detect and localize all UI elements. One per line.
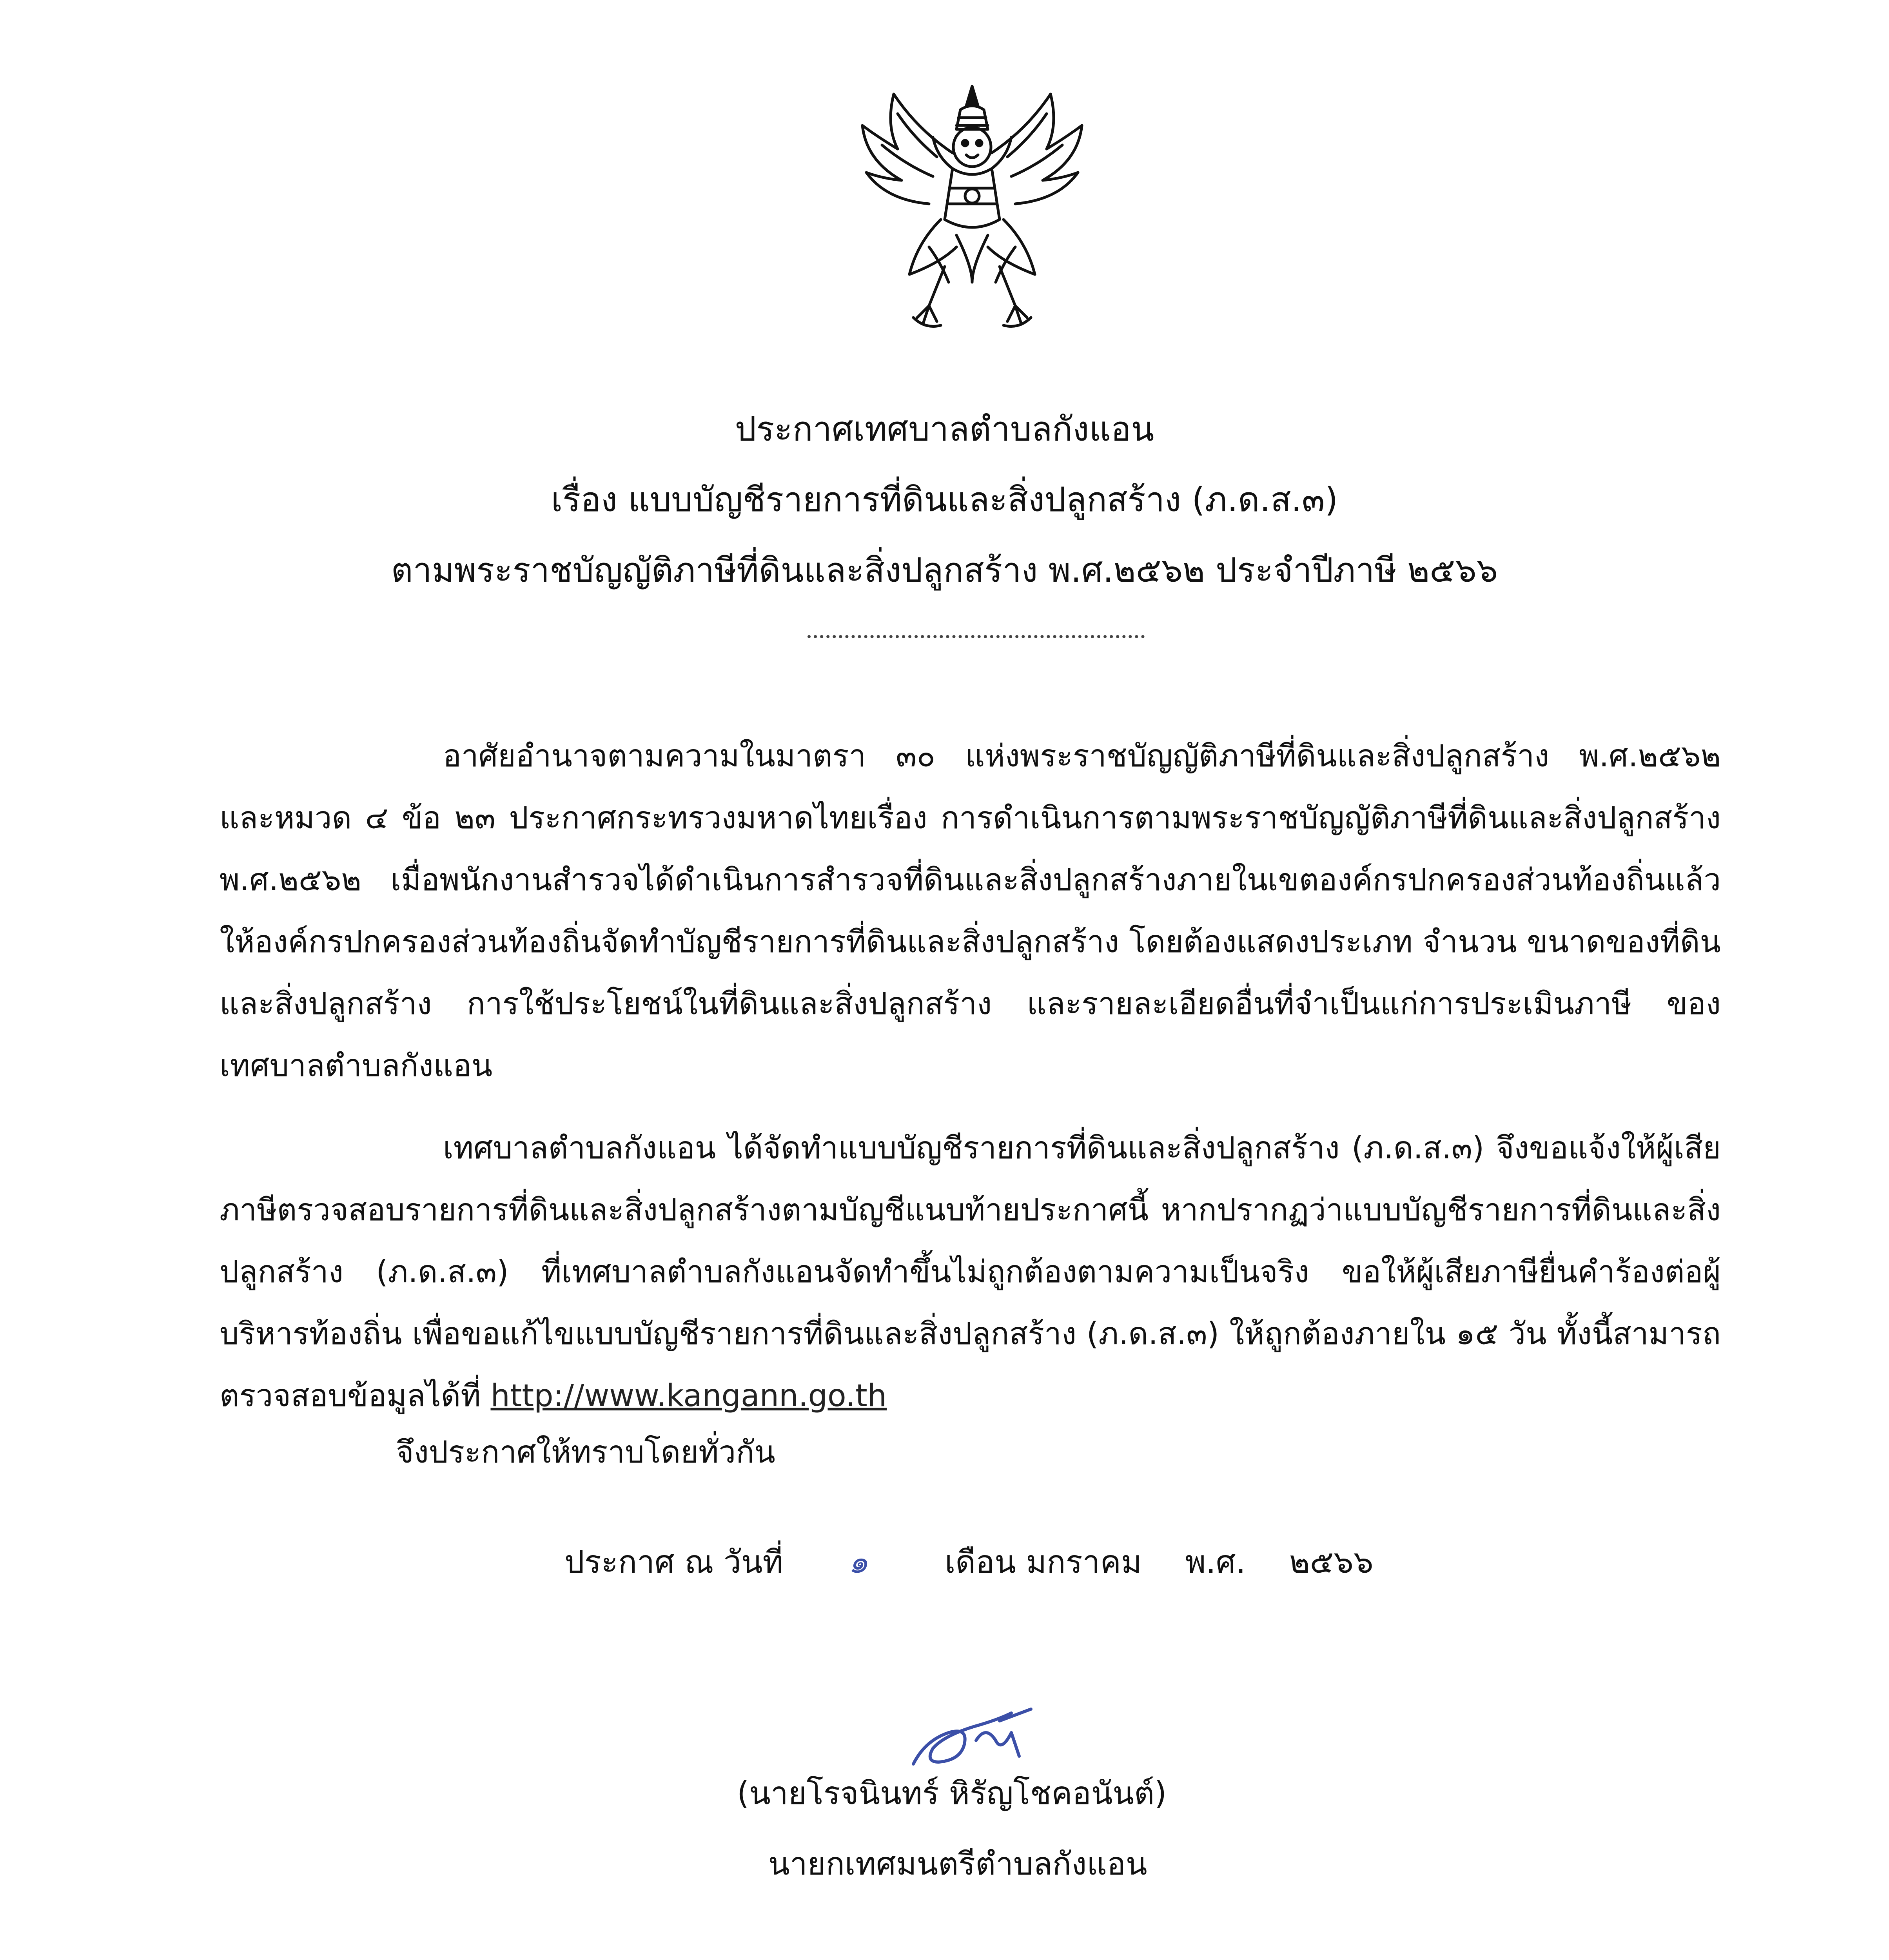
- body-paragraph-2: [220, 1117, 1721, 1427]
- announcement-reference: ตามพระราชบัญญัติภาษีที่ดินและสิ่งปลูกสร้าง พ.ศ.๒๕๖๒ ประจำปีภาษี ๒๕๖๖: [391, 551, 1498, 590]
- date-era: พ.ศ.: [1185, 1544, 1246, 1580]
- announcement-title: ประกาศเทศบาลตำบลกังแอน: [735, 410, 1154, 449]
- body-paragraph-2-text: เทศบาลตำบลกังแอน ได้จัดทำแบบบัญชีรายการที่ดินและสิ่งปลูกสร้าง (ภ.ด.ส.๓) จึงขอแจ้งให้ผู้เสียภาษีตรวจสอบรายการที่ดินและสิ่งปลูกสร้างตามบัญชีแนบท้ายประกาศนี้ หากปรากฏว่าแบบบัญชีรายการที่ดินและสิ่งปลูกสร้าง (ภ.ด.ส.๓) ที่เทศบาลตำบลกังแอนจัดทำขึ้นไม่ถูกต้องตามความเป็นจริง ขอให้ผู้เสียภาษียื่นคำร้องต่อผู้บริหารท้องถิ่น เพื่อขอแก้ไขแบบบัญชีรายการที่ดินและสิ่งปลูกสร้าง (ภ.ด.ส.๓) ให้ถูกต้องภายใน ๑๕ วัน ทั้งนี้สามารถตรวจสอบข้อมูลได้ที่: [220, 1131, 1721, 1414]
- announcement-date: [564, 1541, 1374, 1584]
- signatory-title: นายกเทศมนตรีตำบลกังแอน: [768, 1846, 1147, 1882]
- header-divider: [807, 635, 1145, 638]
- website-link[interactable]: http://www.kangann.go.th: [490, 1378, 887, 1414]
- signatory-name: (นายโรจนินทร์ หิรัญโชคอนันต์): [737, 1775, 1167, 1811]
- date-prefix: ประกาศ ณ วันที่: [564, 1544, 784, 1580]
- announcement-subject: เรื่อง แบบบัญชีรายการที่ดินและสิ่งปลูกสร้าง (ภ.ด.ส.๓): [551, 480, 1338, 519]
- garuda-emblem-icon: [839, 78, 1105, 337]
- body-paragraph-1: อาศัยอำนาจตามความในมาตรา ๓๐ แห่งพระราชบัญญัติภาษีที่ดินและสิ่งปลูกสร้าง พ.ศ.๒๕๖๒ และหมวด ๔ ข้อ ๒๓ ประกาศกระทรวงมหาดไทยเรื่อง การดำเนินการตามพระราชบัญญัติภาษีที่ดินและสิ่งปลูกสร้าง พ.ศ.๒๕๖๒ เมื่อพนักงานสำรวจได้ดำเนินการสำรวจที่ดินและสิ่งปลูกสร้างภายในเขตองค์กรปกครองส่วนท้องถิ่นแล้ว ให้องค์กรปกครองส่วนท้องถิ่นจัดทำบัญชีรายการที่ดินและสิ่งปลูกสร้าง โดยต้องแสดงประเภท จำนวน ขนาดของที่ดินและสิ่งปลูกสร้าง การใช้ประโยชน์ในที่ดินและสิ่งปลูกสร้าง และรายละเอียดอื่นที่จำเป็นแก่การประเมินภาษี ของเทศบาลตำบลกังแอน: [220, 739, 1721, 1083]
- closing-statement: จึงประกาศให้ทราบโดยทั่วกัน: [396, 1435, 775, 1470]
- date-day: ๑: [848, 1544, 868, 1580]
- date-year: ๒๕๖๖: [1289, 1544, 1374, 1580]
- date-month: เดือน มกราคม: [944, 1544, 1142, 1580]
- handwritten-signature-icon: [902, 1697, 1043, 1784]
